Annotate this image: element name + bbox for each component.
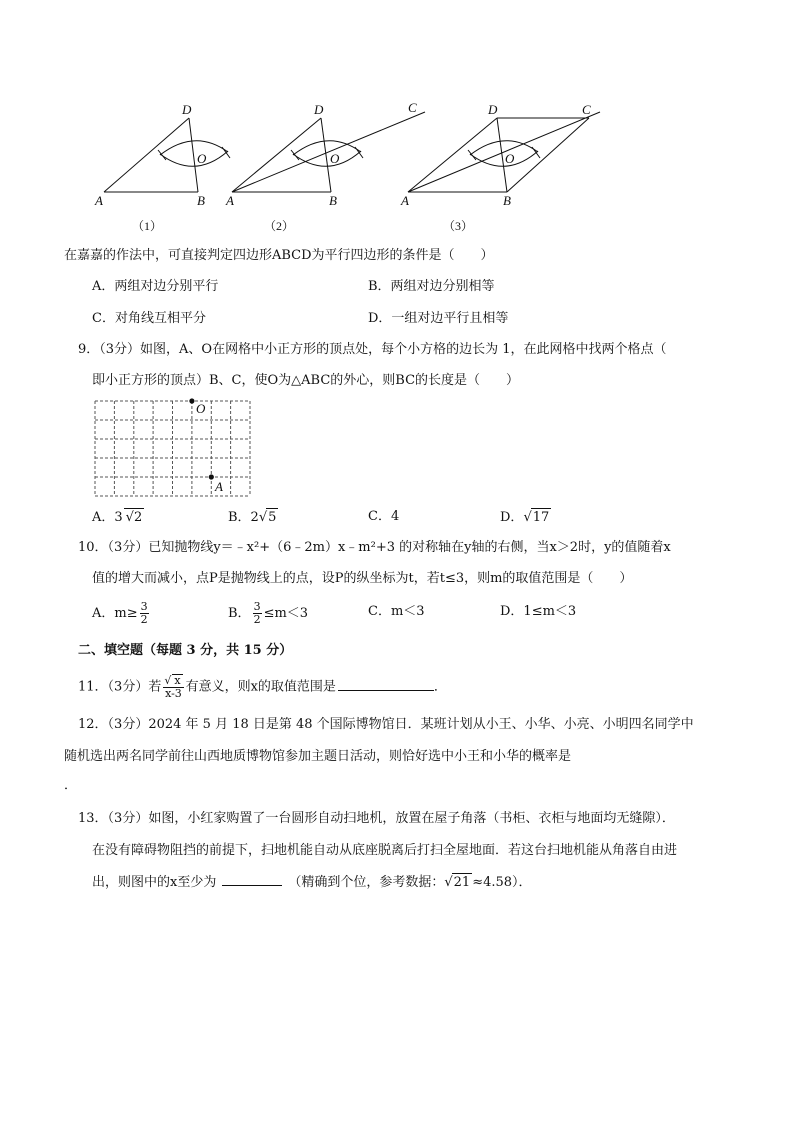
q11-radicand: x [174, 674, 181, 687]
fig1-label-d: D [182, 102, 192, 117]
q10-line-2: 值的增大而减小，点P是抛物线上的点，设P的纵坐标为t，若t≤3，则m的取值范围是（ ） [92, 571, 633, 586]
numerator: 3 [253, 600, 261, 613]
fig3-label-b: B [503, 193, 511, 208]
q13-line-2: 在没有障碍物阻挡的前提下，扫地机能自动从底座脱离后打扫全屋地面．若这台扫地机能从角落自由进 [92, 843, 678, 858]
fig3-label-a: A [401, 193, 409, 208]
fig1-caption: （1） [132, 219, 163, 233]
q9-line-2: 即小正方形的顶点）B、C，使O为△ABC的外心，则BC的长度是（ ） [92, 373, 520, 388]
q10-option-a-prefix: A．m≥ [92, 606, 138, 621]
q9-grid [90, 396, 260, 502]
q8-option-d[interactable]: D．一组对边平行且相等 [368, 311, 509, 326]
q8-option-c[interactable]: C．对角线互相平分 [92, 311, 206, 326]
fig1-label-o: O [197, 151, 207, 166]
q9-option-a-radicand: 2 [133, 510, 143, 525]
q11-answer-blank[interactable] [338, 690, 434, 691]
q12-line-1: 12．（3分）2024 年 5 月 18 日是第 48 个国际博物馆日．某班计划从小王、小华、小亮、小明四名同学中 [78, 717, 694, 732]
q13-line-3-suffix: ≈4.58）． [472, 875, 532, 890]
section-2-title: 二、填空题（每题 3 分，共 15 分） [78, 643, 293, 658]
q13-answer-blank[interactable] [222, 885, 282, 886]
fraction [140, 601, 149, 626]
fig2-caption: （2） [264, 219, 295, 233]
q9-option-a-prefix: A．3 [92, 510, 123, 525]
fig2-label-c: C [408, 100, 417, 115]
q11-numerator: √ x [163, 674, 183, 688]
q11-end: ． [433, 679, 447, 695]
q10-line-1: 10．（3分）已知抛物线y＝﹣x²+（6﹣2m）x﹣m²+3 的对称轴在y轴的右侧，当x＞2时，y的值随着x [78, 540, 671, 555]
sqrt-sign: √ [523, 510, 532, 525]
q10-option-a[interactable] [92, 601, 151, 626]
fig1-label-b: B [197, 193, 205, 208]
fig3-caption: （3） [443, 219, 474, 233]
sqrt-sign: √ [125, 510, 134, 525]
q10-option-d[interactable]: D．1≤m＜3 [500, 604, 577, 619]
denominator: 2 [140, 613, 148, 626]
q9-option-b[interactable] [228, 508, 278, 527]
q11-fraction [163, 674, 183, 700]
q10-option-b-prefix: B． [228, 606, 251, 621]
q11-line [78, 674, 447, 700]
fig2-label-d: D [314, 102, 324, 117]
fig3-label-c: C [582, 102, 591, 117]
q12-line-3: ． [64, 778, 78, 793]
q9-option-b-prefix: B．2 [228, 510, 259, 525]
q12-line-2: 随机选出两名同学前往山西地质博物馆参加主题日活动，则恰好选中小王和小华的概率是 [64, 749, 572, 764]
q10-option-b[interactable] [228, 601, 308, 626]
q13-radicand: 21 [453, 875, 471, 890]
sqrt-sign: √ [444, 875, 453, 890]
q8-option-a[interactable]: A．两组对边分别平行 [92, 279, 219, 294]
point-o [189, 398, 194, 403]
q9-option-a[interactable] [92, 508, 144, 527]
fig2-label-a: A [226, 193, 234, 208]
fig2-label-b: B [329, 193, 337, 208]
figure-1 [104, 118, 230, 192]
fig2-label-o: O [330, 151, 340, 166]
grid-label-o: O [196, 401, 206, 416]
grid-label-a: A [215, 479, 223, 494]
q8-stem: 在嘉嘉的作法中，可直接判定四边形ABCD为平行四边形的条件是（ ） [64, 248, 494, 263]
q9-line-1: 9．（3分）如图，A、O在网格中小正方形的顶点处，每个小方格的边长为 1，在此网格中找两个格点（ [78, 342, 667, 357]
q8-option-b[interactable]: B．两组对边分别相等 [368, 279, 495, 294]
q13-line-3-mid: （精确到个位，参考数据： [288, 875, 445, 890]
q10-option-c[interactable]: C．m＜3 [368, 604, 425, 619]
sqrt-sign: √ [258, 510, 268, 525]
fig1-label-a: A [95, 193, 103, 208]
q9-option-b-radicand: 5 [268, 510, 277, 525]
q13-line-1: 13．（3分）如图，小红家购置了一台圆形自动扫地机，放置在屋子角落（书柜、衣柜与地面均无缝隙）． [78, 811, 675, 826]
q11-denominator: x-3 [165, 687, 182, 700]
figure-2 [232, 112, 425, 192]
q9-option-c[interactable]: C．4 [368, 509, 400, 524]
figure-3 [408, 112, 600, 192]
point-a [209, 474, 214, 479]
fraction [253, 601, 262, 626]
fig3-label-d: D [488, 102, 498, 117]
q9-option-d-radicand: 17 [532, 510, 550, 525]
q13-line-3 [92, 873, 532, 892]
q9-option-d[interactable] [500, 508, 551, 527]
numerator: 3 [140, 600, 148, 613]
q11-suffix: 有意义，则x的取值范围是 [185, 679, 336, 695]
denominator: 2 [253, 613, 261, 626]
fig3-label-o: O [505, 151, 515, 166]
q9-option-d-prefix: D． [500, 510, 524, 525]
q13-line-3-prefix: 出，则图中的x至少为 [92, 875, 217, 890]
q8-figures [0, 95, 794, 240]
q10-option-b-suffix: ≤m＜3 [263, 606, 309, 621]
q11-prefix: 11．（3分）若 [78, 679, 162, 695]
